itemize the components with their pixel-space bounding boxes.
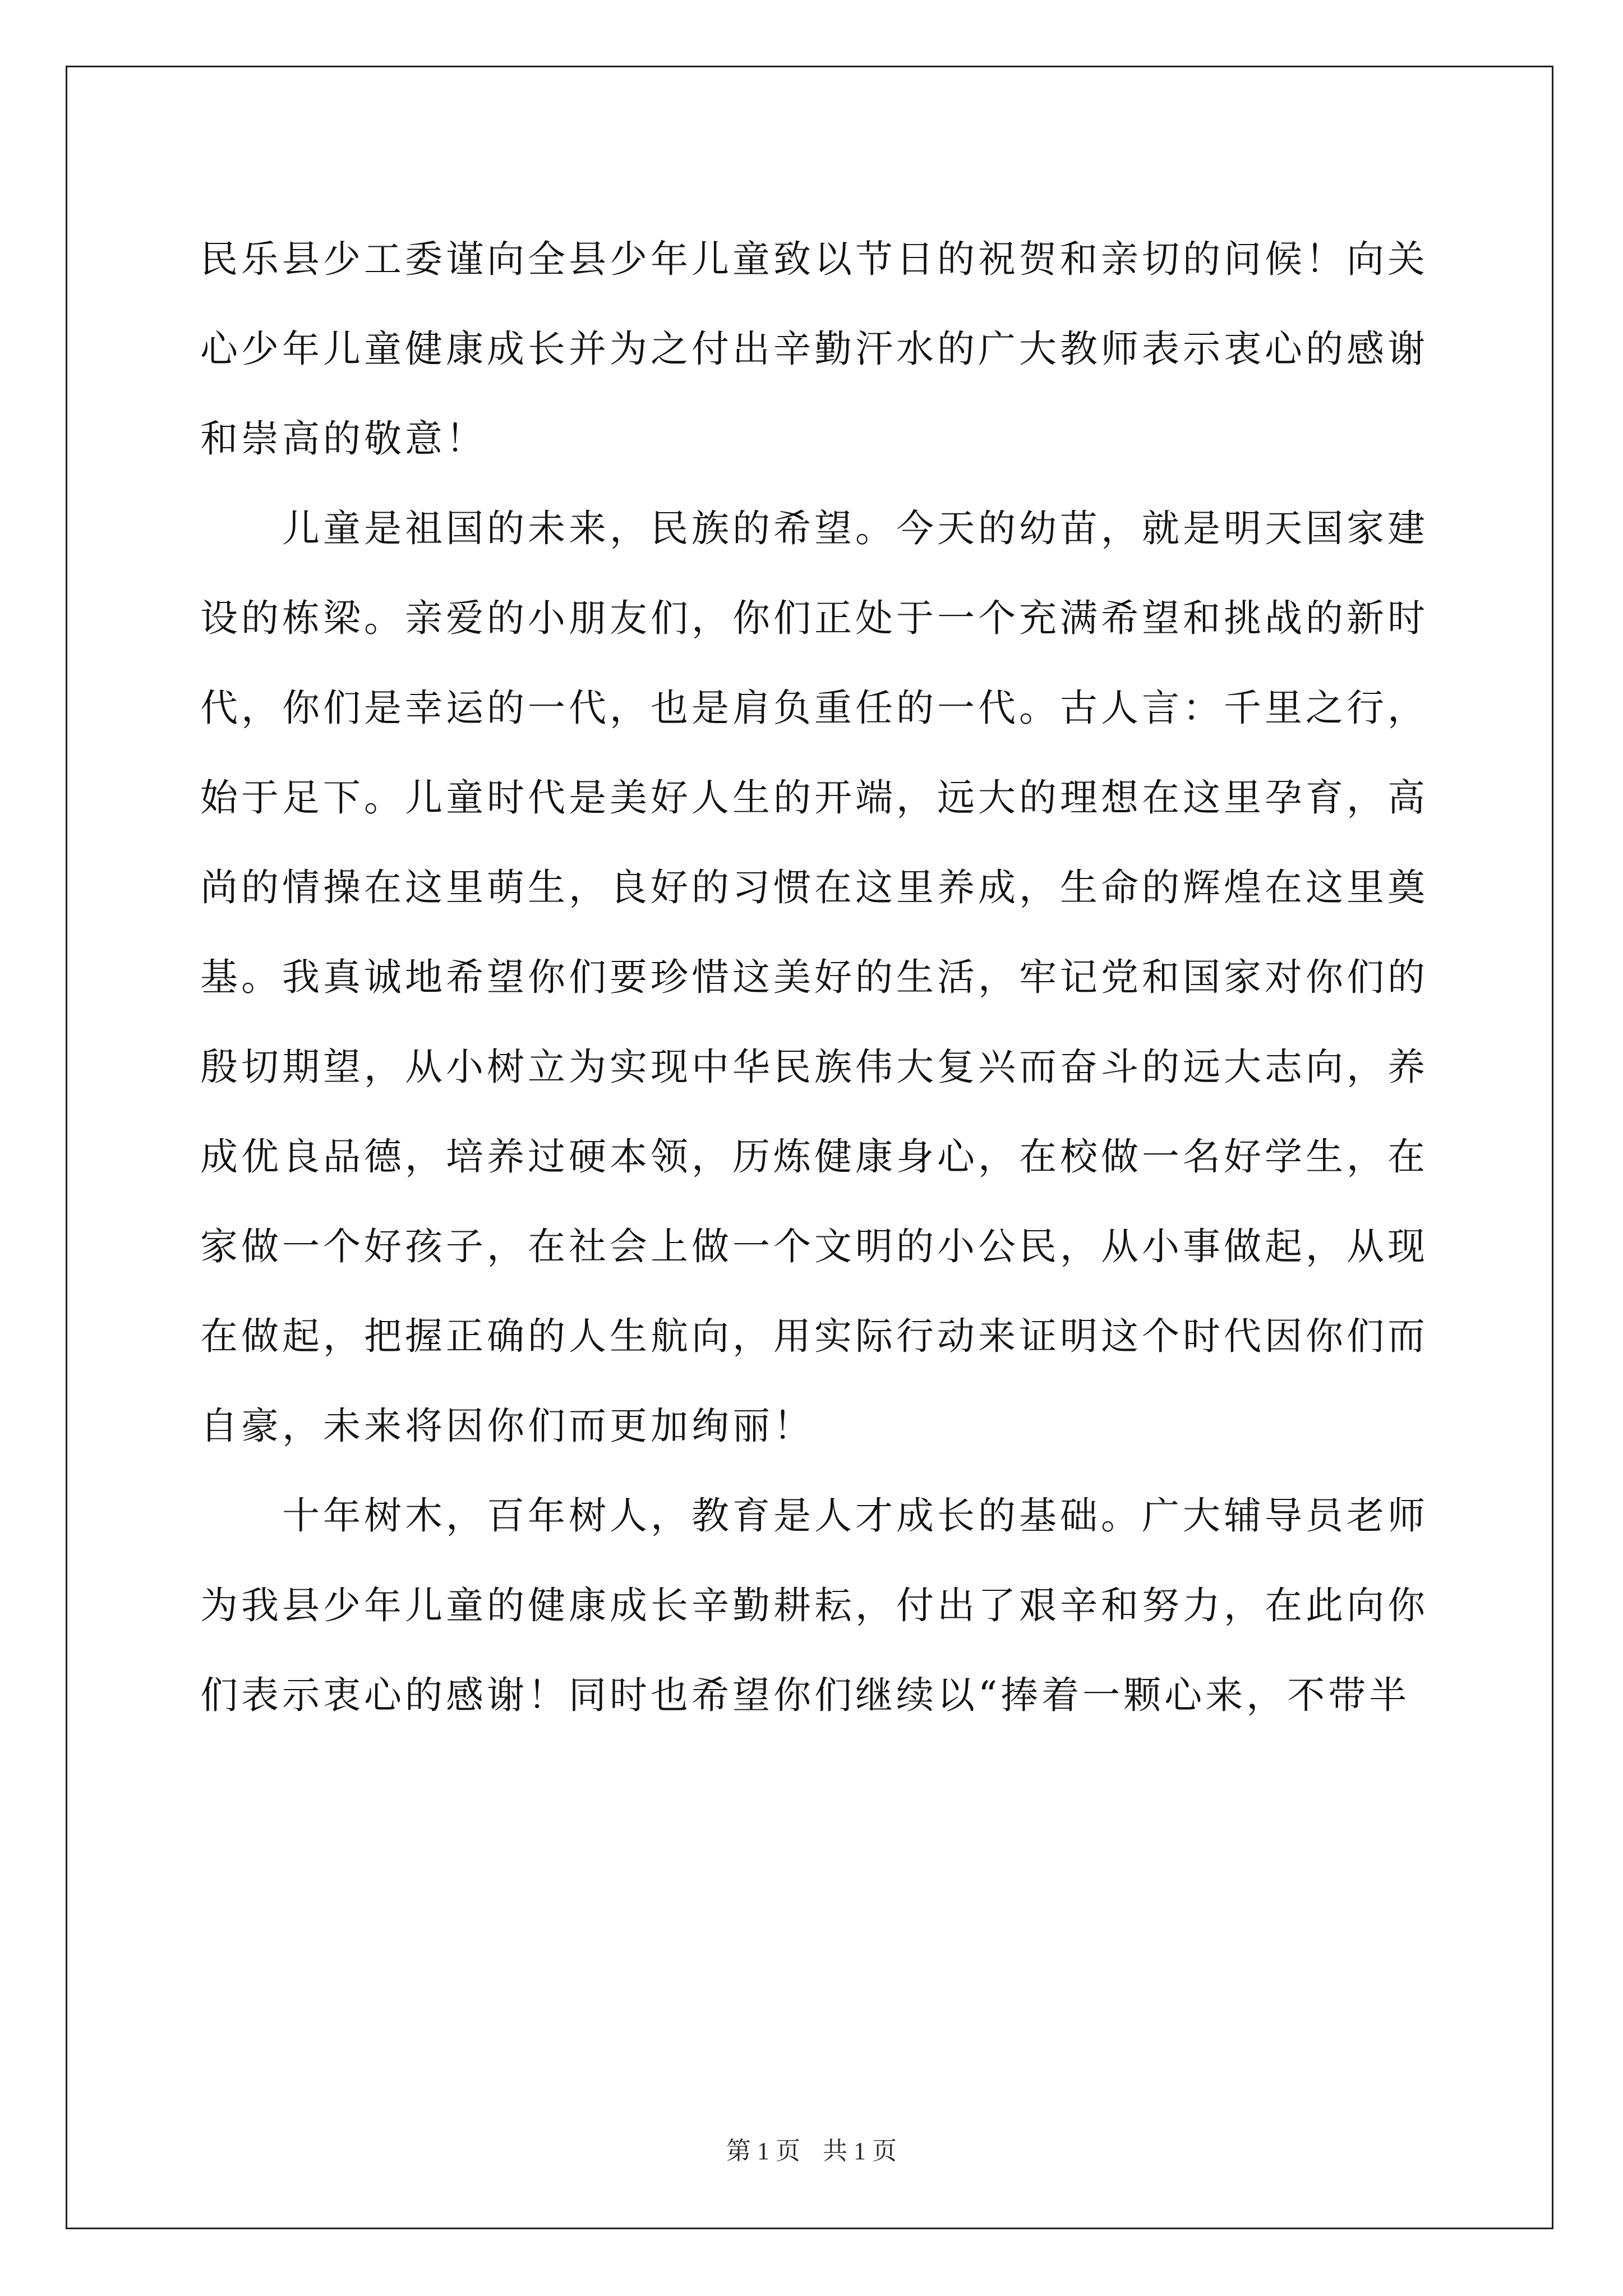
document-body [200, 214, 1428, 1740]
page-total: 共 1 页 [823, 2137, 897, 2165]
page-footer [0, 2134, 1623, 2168]
paragraph-teachers: 十年树木，百年树人，教育是人才成长的基础。广大辅导员老师为我县少年儿童的健康成长辛勤耕耘，付出了艰辛和努力，在此向你们表示衷心的感谢！同时也希望你们继续以“捧着一颗心来，不带半 [200, 1494, 1428, 1717]
paragraph-children-future: 儿童是祖国的未来，民族的希望。今天的幼苗，就是明天国家建设的栋梁。亲爱的小朋友们，你们正处于一个充满希望和挑战的新时代，你们是幸运的一代，也是肩负重任的一代。古人言：千里之行，始于足下。儿童时代是美好人生的开端，远大的理想在这里孕育，高尚的情操在这里萌生，良好的习惯在这里养成，生命的辉煌在这里奠基。我真诚地希望你们要珍惜这美好的生活，牢记党和国家对你们的殷切期望，从小树立为实现中华民族伟大复兴而奋斗的远大志向，养成优良品德，培养过硬本领，历炼健康身心，在校做一名好学生，在家做一个好孩子，在社会上做一个文明的小公民，从小事做起，从现在做起，把握正确的人生航向，用实际行动来证明这个时代因你们而自豪，未来将因你们而更加绚丽！ [200, 507, 1428, 1448]
page-number: 第 1 页 [726, 2137, 800, 2165]
paragraph-greeting: 民乐县少工委谨向全县少年儿童致以节日的祝贺和亲切的问候！向关心少年儿童健康成长并为之付出辛勤汗水的广大教师表示衷心的感谢和崇高的敬意！ [200, 237, 1428, 461]
